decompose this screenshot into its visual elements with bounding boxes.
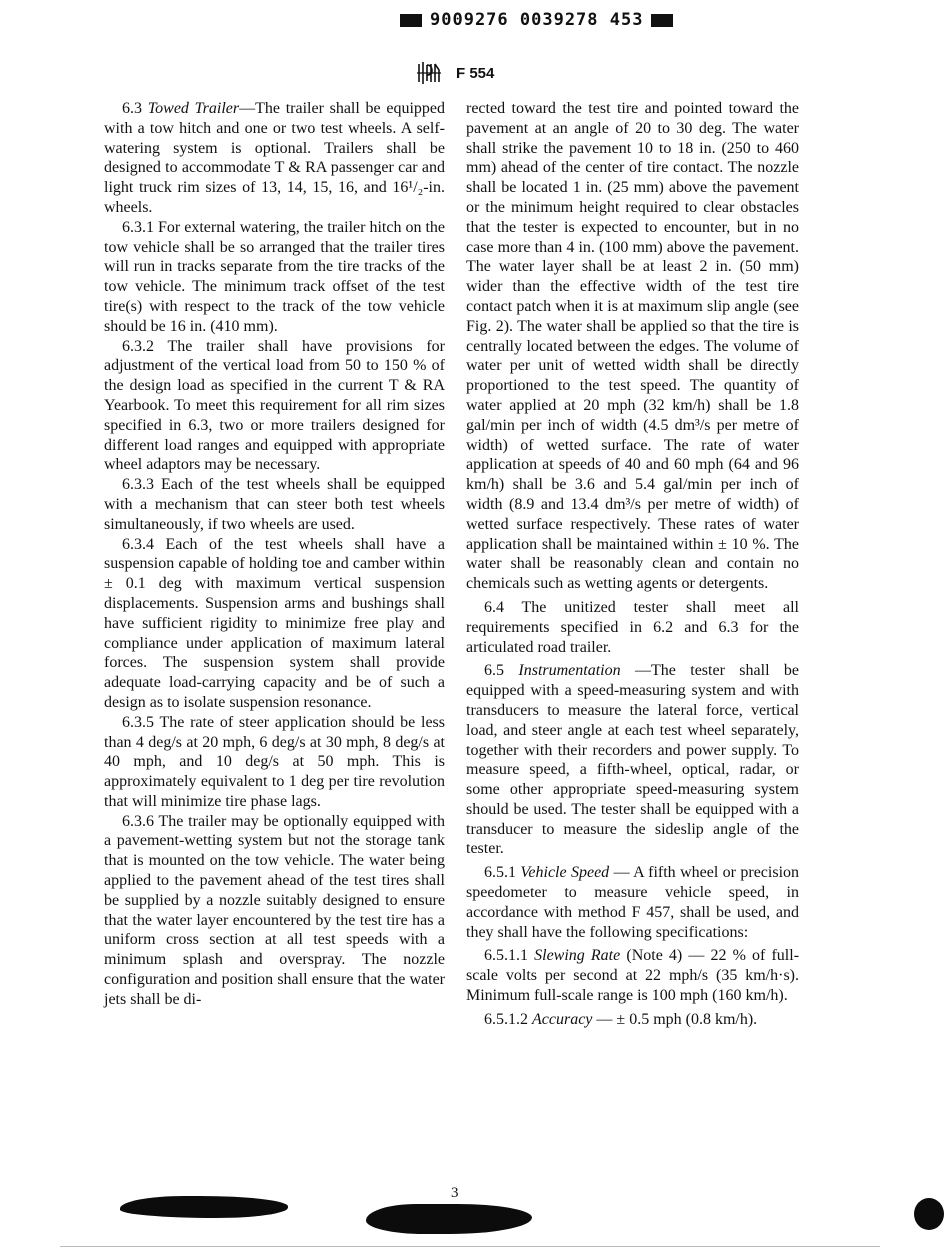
- section-title: Accuracy: [532, 1010, 593, 1028]
- section-number: 6.5.1: [484, 864, 516, 882]
- section-6-3-2: 6.3.2 The trailer shall have provisions for adjustment of the vertical load from 50 to 150 % of the design load as specified in the current T & RA Yearbook. To meet this requirement for all rim sizes specified in 6.3, two or more trailers designed for different load ranges and equipped with appropriate wheel adaptors may be necessary.: [104, 337, 445, 474]
- scan-smudge-right: [914, 1198, 944, 1230]
- scan-artifact-line: [60, 1246, 880, 1247]
- astm-logo-icon: [416, 60, 442, 86]
- section-6-3-4: 6.3.4 Each of the test wheels shall have a suspension capable of holding toe and camber within ± 0.1 deg with maximum vertical suspension displacements. Suspension arms and bushings shall have sufficient rigidity to minimize free play and compliance under application of maximum lateral forces. The suspension system shall provide adequate load-carrying capacity and be of such a design as to isolate suspension resonance.: [104, 535, 445, 711]
- section-6-3-6-continued: rected toward the test tire and pointed toward the pavement at an angle of 20 to 30 deg. The water shall strike the pavement 10 to 18 in. (250 to 460 mm) ahead of the center of tire contact. The nozzle shall be located 1 in. (25 mm) above the pavement or the minimum height required to clear obstacles that the tester is expected to encounter, but in no case more than 4 in. (100 mm) above the pavement. The water layer shall be at least 2 in. (50 mm) wider than the effective width of the test tire contact patch when it is at maximum slip angle (see Fig. 2). The water shall be applied so that the tire is centrally located between the edges. The volume of water per unit of wetted width shall be directly proportioned to the test speed. The quantity of water applied at 20 mph (32 km/h) shall be 1.8 gal/min per inch of width (4.5 dm³/s per metre of width) of wetted surface. The rate of water application at speeds of 40 and 60 mph (64 and 96 km/h) shall be 3.6 and 5.4 gal/min per inch of width (8.9 and 13.4 dm³/s per metre of width) of wetted surface respectively. These rates of water application shall be maintained within ± 10 %. The water shall be reasonably clean and contain no chemicals such as wetting agents or detergents.: [466, 100, 799, 593]
- right-column: [466, 99, 799, 1030]
- section-6-5-1-2: [466, 1010, 799, 1030]
- section-title: Vehicle Speed: [520, 864, 610, 882]
- section-6-5: [466, 661, 799, 859]
- section-6-3-3: 6.3.3 Each of the test wheels shall be equipped with a mechanism that can steer both test wheels simultaneously, if two wheels are used.: [104, 476, 445, 533]
- barcode-block-right: [651, 14, 673, 27]
- section-number: 6.3: [122, 100, 142, 117]
- section-number: 6.5.1.2: [484, 1010, 528, 1028]
- section-title: Towed Trailer: [147, 100, 240, 117]
- section-title: Instrumentation: [518, 662, 621, 680]
- document-code-text: 9009276 0039278 453: [430, 10, 644, 30]
- scan-smudge-center: [366, 1204, 532, 1234]
- section-6-3-5: 6.3.5 The rate of steer application should be less than 4 deg/s at 20 mph, 6 deg/s at 30 mph, 8 deg/s at 40 mph, and 10 deg/s at 50 mph. This is approximately equivalent to 1 deg per tire revolution that will minimize tire phase lags.: [104, 713, 445, 810]
- barcode-block-left: [400, 14, 422, 27]
- section-6-3: [104, 99, 445, 218]
- section-text: (Note 4) — 22 % of full-scale volts per second at 22 mph/s (35 km/h·s). Minimum full-scale range is 100 mph (160 km/h).: [466, 947, 800, 1005]
- section-title: Slewing Rate: [534, 947, 621, 965]
- section-text: — A fifth wheel or precision speedometer to measure vehicle speed, in accordance with method F 457, shall be used, and they shall have the following specifications:: [466, 864, 800, 941]
- section-6-3-1: 6.3.1 For external watering, the trailer hitch on the tow vehicle shall be so arranged that the trailer tires will run in tracks separate from the tire tracks of the tow vehicle. The minimum track offset of the test tire(s) with respect to the track of the tow vehicle should be 16 in. (410 mm).: [104, 218, 446, 335]
- section-text: —The trailer shall be equipped with a tow hitch and one or two test wheels. A self-watering system is optional. Trailers shall be designed to accommodate T & RA passenger car and light truck rim sizes of 13, 14, 15, 16, and 16¹/₂-in. wheels.: [104, 100, 446, 216]
- scan-smudge-left: [120, 1196, 288, 1218]
- section-6-5-1: [466, 863, 799, 942]
- page-header: [416, 60, 494, 86]
- page-number: 3: [451, 1185, 459, 1201]
- document-code: [400, 10, 673, 30]
- section-6-3-6: 6.3.6 The trailer may be optionally equipped with a pavement-wetting system but not the storage tank that is mounted on the tow vehicle. The water being applied to the pavement ahead of the test tires shall be supplied by a nozzle suitably designed to ensure that the water layer encountered by the test tire has a uniform cross section at all test speeds with a minimum splash and overspray. The nozzle configuration and position shall ensure that the water jets shall be di-: [104, 812, 445, 1008]
- left-column: [104, 99, 445, 1010]
- section-text: —The tester shall be equipped with a speed-measuring system and with transducers to measure the lateral force, vertical load, and steer angle at each test wheel separately, together with their recorders and power supply. To measure speed, a fifth-wheel, optical, radar, or some other appropriate speed-measuring system should be used. The tester shall be equipped with a transducer to measure the sideslip angle of the tester.: [466, 662, 800, 858]
- section-6-4: 6.4 The unitized tester shall meet all requirements specified in 6.2 and 6.3 for the articulated road trailer.: [466, 598, 799, 656]
- section-number: 6.5.1.1: [484, 947, 528, 965]
- section-6-5-1-1: [466, 946, 799, 1005]
- designation: F 554: [456, 64, 495, 82]
- section-number: 6.5: [484, 662, 504, 680]
- section-text: — ± 0.5 mph (0.8 km/h).: [596, 1010, 758, 1028]
